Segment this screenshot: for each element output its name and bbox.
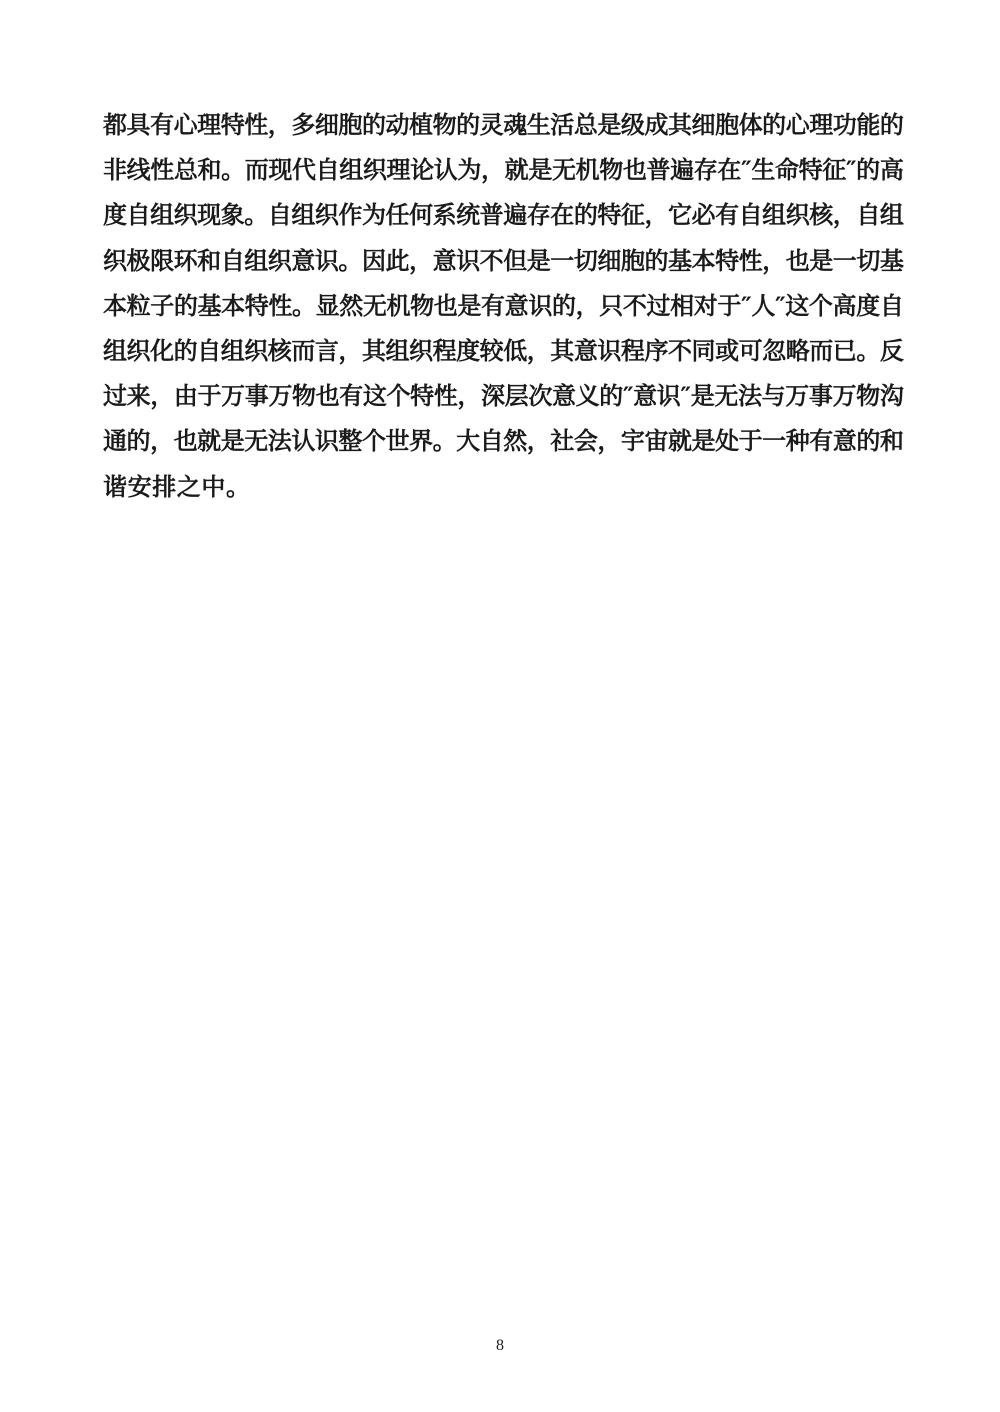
page-number: 8: [496, 1337, 504, 1354]
text-line: 组织化的自组织核而言，其组织程度较低，其意识程序不同或可忽略而已。反: [103, 336, 904, 365]
text-line: 织极限环和自组织意识。因此，意识不但是一切细胞的基本特性，也是一切基: [103, 246, 904, 275]
body-paragraph: [103, 103, 903, 510]
text-line: 谐安排之中。: [103, 472, 251, 501]
text-line: 都具有心理特性，多细胞的动植物的灵魂生活总是级成其细胞体的心理功能的: [103, 111, 904, 139]
text-line: 度自组织现象。自组织作为任何系统普遍存在的特征，它必有自组织核，自组: [103, 201, 904, 230]
text-line: 过来，由于万事万物也有这个特性，深层次意义的″意识″是无法与万事万物沟: [103, 382, 904, 411]
text-line: 通的，也就是无法认识整个世界。大自然，社会，宇宙就是处于一种有意的和: [103, 427, 904, 456]
text-line: 非线性总和。而现代自组织理论认为，就是无机物也普遍存在″生命特征″的高: [103, 156, 904, 185]
text-line: 本粒子的基本特性。显然无机物也是有意识的，只不过相对于″人″这个高度自: [103, 291, 904, 320]
